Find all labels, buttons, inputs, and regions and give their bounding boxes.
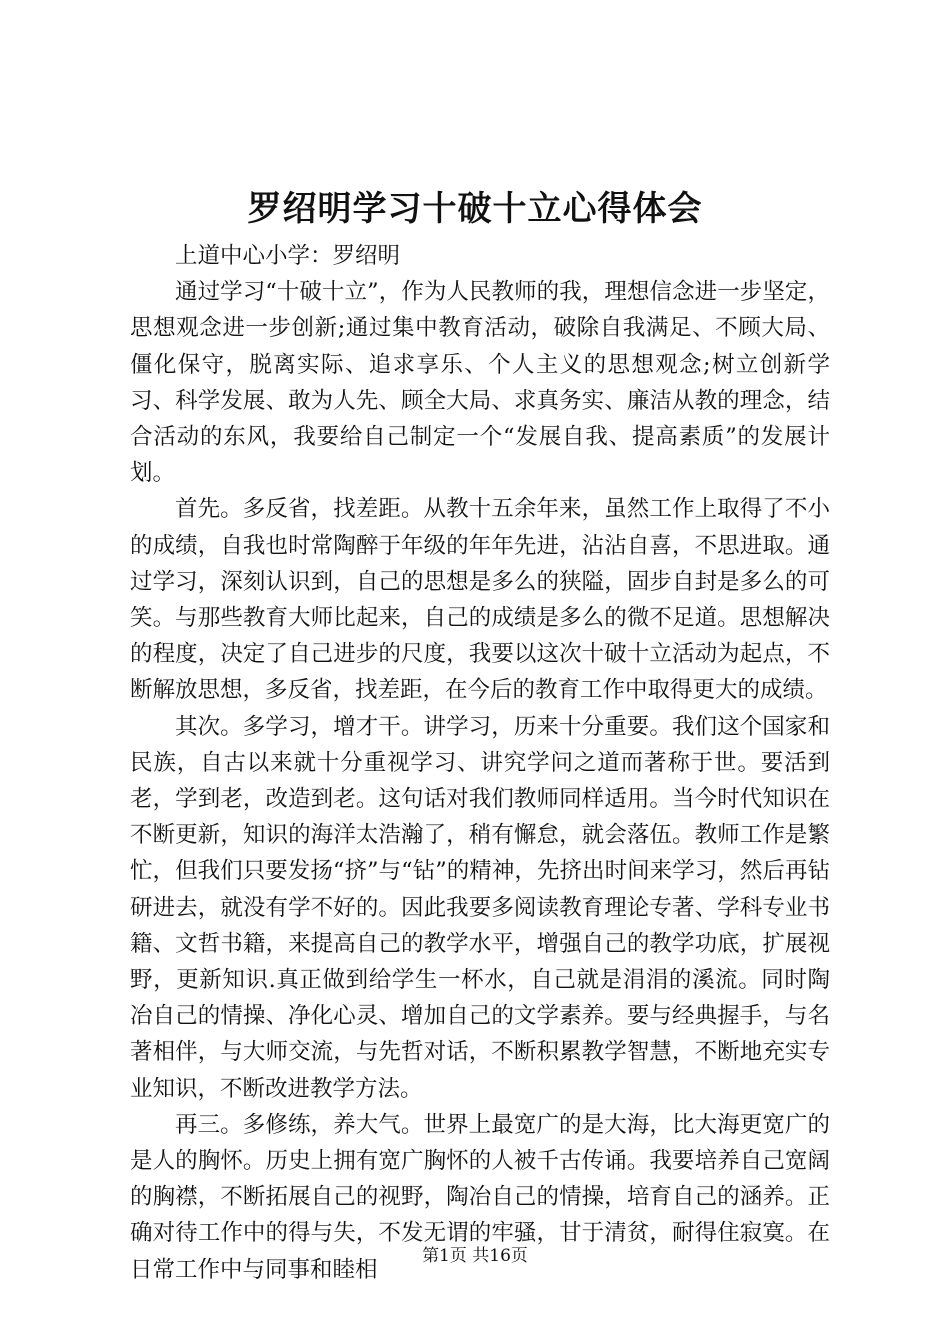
paragraph-intro: 通过学习“十破十立”，作为人民教师的我，理想信念进一步坚定，思想观念进一步创新;通过集中教育活动，破除自我满足、不顾大局、僵化保守，脱离实际、追求享乐、个人主义的思想观念;树立创新学习、科学发展、敢为人先、顾全大局、求真务实、廉洁从教的理念，结合活动的东风，我要给自己制定一个“发展自我、提高素质”的发展计划。 — [130, 279, 830, 487]
paragraph-first: 首先。多反省，找差距。从教十五余年来，虽然工作上取得了不小的成绩，自我也时常陶醉于年级的年年先进，沾沾自喜，不思进取。通过学习，深刻认识到，自己的思想是多么的狭隘，固步自封是多么的可笑。与那些教育大师比起来，自己的成绩是多么的微不足道。思想解决的程度，决定了自己进步的尺度，我要以这次十破十立活动为起点，不断解放思想，多反省，找差距，在今后的教育工作中取得更大的成绩。 — [130, 496, 830, 704]
paragraph-second: 其次。多学习，增才干。讲学习，历来十分重要。我们这个国家和民族，自古以来就十分重视学习、讲究学问之道而著称于世。要活到老，学到老，改造到老。这句话对我们教师同样适用。当今时代知识在不断更新，知识的海洋太浩瀚了，稍有懈怠，就会落伍。教师工作是繁忙，但我们只要发扬“挤”与“钻”的精神，先挤出时间来学习，然后再钻研进去，就没有学不好的。因此我要多阅读教育理论专著、学科专业书籍、文哲书籍，来提高自己的教学水平，增强自己的教学功底，扩展视野，更新知识.真正做到给学生一杯水，自己就是涓涓的溪流。同时陶冶自己的情操、净化心灵、增加自己的文学素养。要与经典握手，与名著相伴，与大师交流，与先哲对话，不断积累教学智慧，不断地充实专业知识，不断改进教学方法。 — [130, 713, 830, 1102]
document-body — [130, 238, 830, 1288]
author-line: 上道中心小学：罗绍明 — [175, 243, 401, 269]
page-footer: 第1页 共16页 — [422, 1246, 528, 1266]
paragraph-third: 再三。多修练，养大气。世界上最宽广的是大海，比大海更宽广的是人的胸怀。历史上拥有宽广胸怀的人被千古传诵。我要培养自己宽阔的胸襟，不断拓展自己的视野，陶冶自己的情操，培育自己的涵养。正确对待工作中的得与失，不发无谓的牢骚，甘于清贫，耐得住寂寞。在日常工作中与同事和睦相 — [130, 1111, 830, 1283]
document-title: 罗绍明学习十破十立心得体会 — [247, 189, 703, 229]
